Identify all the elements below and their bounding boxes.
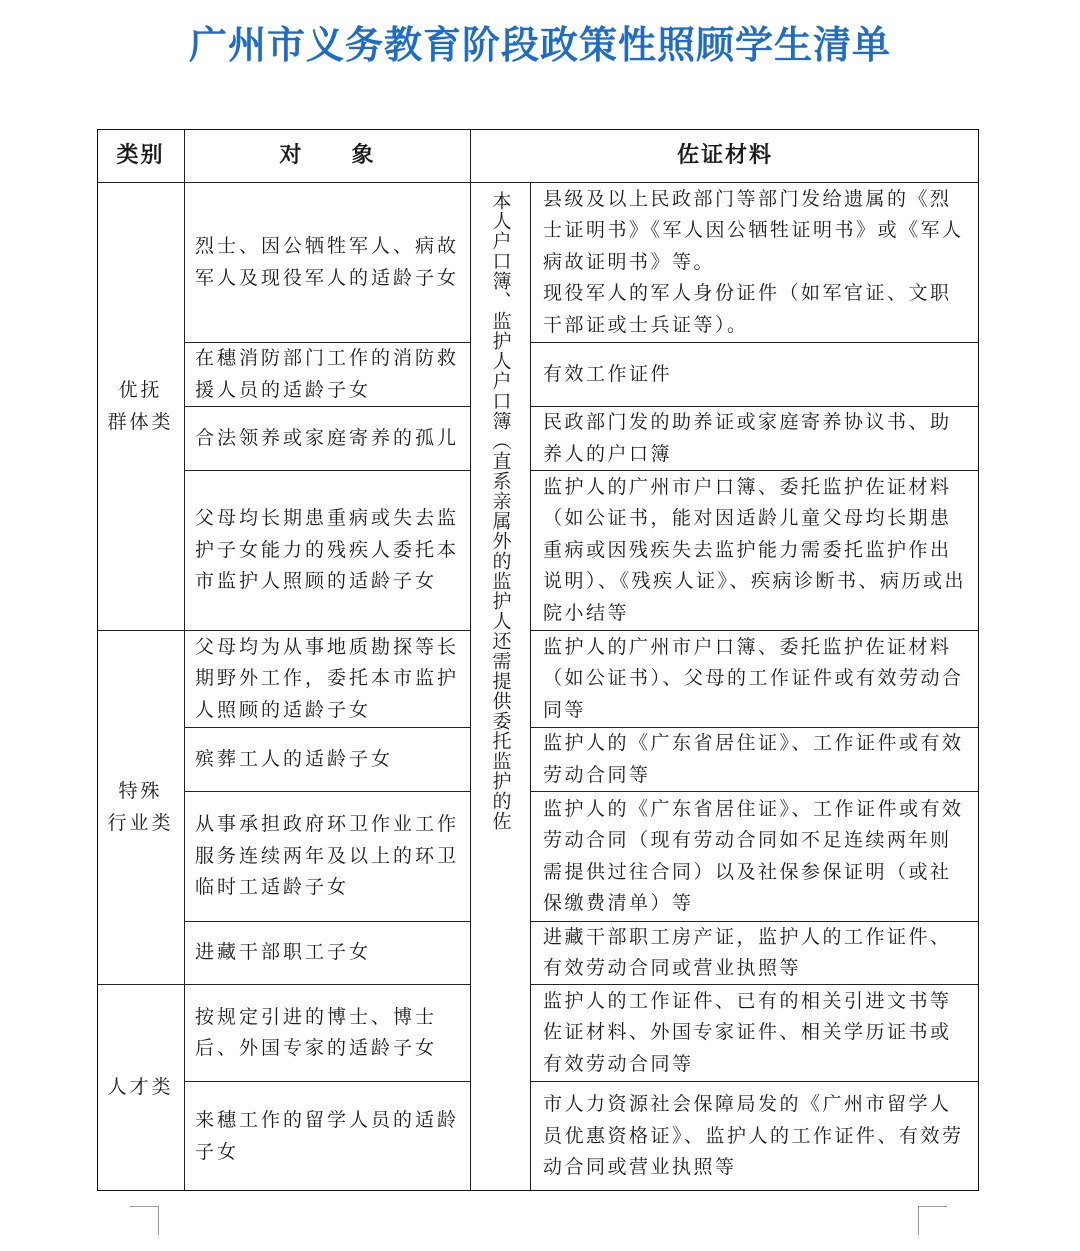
- crop-mark: [918, 1206, 947, 1235]
- category-cell: 优抚 群体类: [97, 183, 185, 631]
- common-requirement-text: 本人户口簿、监护人户口簿（直系亲属外的监护人还需提供委托监护的佐: [489, 191, 512, 831]
- materials-cell: 监护人的《广东省居住证》、工作证件或有效劳动合同等: [531, 728, 979, 792]
- category-cell: 人才类: [97, 985, 185, 1191]
- target-cell: 来穗工作的留学人员的适龄子女: [185, 1082, 471, 1191]
- target-cell: 烈士、因公牺牲军人、病故军人及现役军人的适龄子女: [185, 183, 471, 343]
- header-materials: 佐证材料: [471, 129, 979, 183]
- page-title: 广州市义务教育阶段政策性照顾学生清单: [188, 23, 891, 67]
- target-cell: 进藏干部职工子女: [185, 922, 471, 985]
- materials-cell: 监护人的广州市户口簿、委托监护佐证材料（如公证书）、父母的工作证件或有效劳动合同等: [531, 631, 979, 728]
- policy-table: [97, 129, 979, 1191]
- header-target: 对 象: [185, 129, 471, 183]
- target-cell: 从事承担政府环卫作业工作服务连续两年及以上的环卫临时工适龄子女: [185, 792, 471, 922]
- materials-cell: 监护人的广州市户口簿、委托监护佐证材料（如公证书，能对因适龄儿童父母均长期患重病或因残疾失去监护能力需委托监护作出说明）、《残疾人证》、疾病诊断书、病历或出院小结等: [531, 471, 979, 631]
- category-cell: 特殊 行业类: [97, 631, 185, 985]
- target-cell: 父母均长期患重病或失去监护子女能力的残疾人委托本市监护人照顾的适龄子女: [185, 471, 471, 631]
- materials-cell: 民政部门发的助养证或家庭寄养协议书、助养人的户口簿: [531, 407, 979, 471]
- target-cell: 按规定引进的博士、博士后、外国专家的适龄子女: [185, 985, 471, 1082]
- target-cell: 殡葬工人的适龄子女: [185, 728, 471, 792]
- materials-cell: 进藏干部职工房产证，监护人的工作证件、有效劳动合同或营业执照等: [531, 922, 979, 985]
- materials-cell: 有效工作证件: [531, 343, 979, 407]
- header-category: 类别: [97, 129, 185, 183]
- common-requirement-cell: [471, 183, 531, 1191]
- materials-cell: 县级及以上民政部门等部门发给遗属的《烈士证明书》《军人因公牺牲证明书》或《军人病故证明书》等。 现役军人的军人身份证件（如军官证、文职干部证或士兵证等）。: [531, 183, 979, 343]
- crop-mark: [130, 1206, 159, 1235]
- materials-cell: 市人力资源社会保障局发的《广州市留学人员优惠资格证》、监护人的工作证件、有效劳动合同或营业执照等: [543, 1093, 964, 1179]
- materials-cell: 监护人的《广东省居住证》、工作证件或有效劳动合同（现有劳动合同如不足连续两年则需提供过往合同）以及社保参保证明（或社保缴费清单）等: [531, 792, 979, 922]
- target-cell: 父母均为从事地质勘探等长期野外工作，委托本市监护人照顾的适龄子女: [185, 631, 471, 728]
- materials-cell: 监护人的工作证件、已有的相关引进文书等佐证材料、外国专家证件、相关学历证书或有效劳动合同等: [531, 985, 979, 1082]
- target-cell: 合法领养或家庭寄养的孤儿: [185, 407, 471, 471]
- target-cell: 在穗消防部门工作的消防救援人员的适龄子女: [185, 343, 471, 407]
